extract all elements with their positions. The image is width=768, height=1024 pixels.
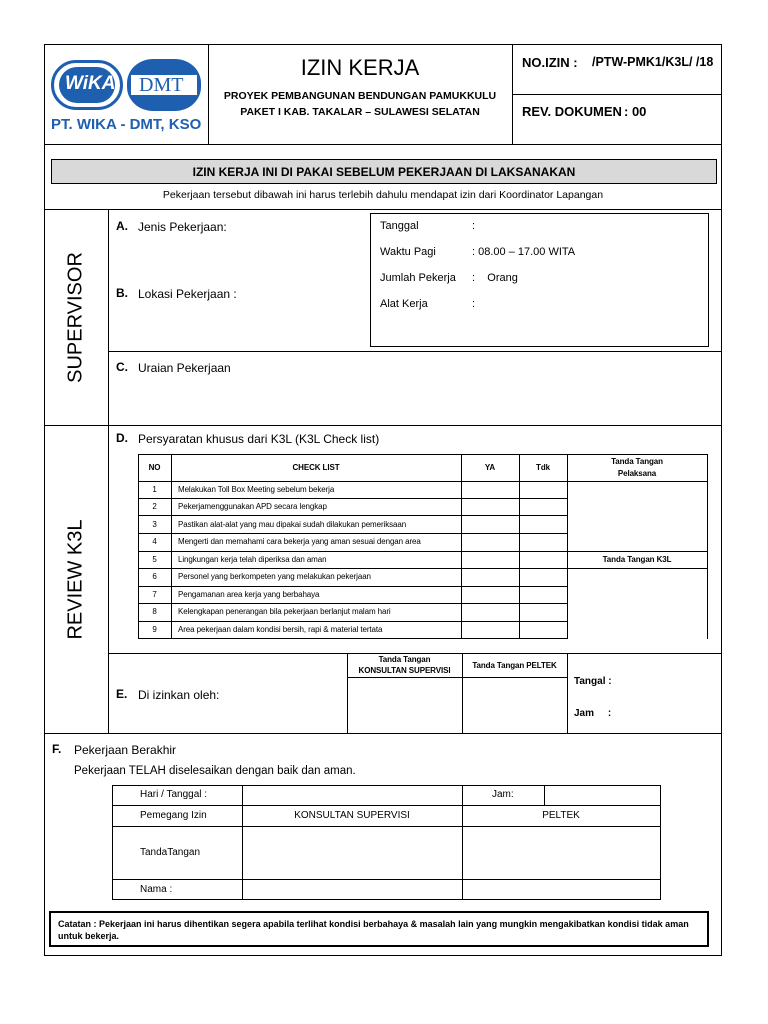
sig-k3l-label: Tanda Tangan K3L (602, 555, 672, 564)
waktu-value: : 08.00 – 17.00 WITA (472, 246, 576, 258)
rev-value: : 00 (624, 104, 647, 119)
tanggal-label: Tanggal (380, 220, 419, 232)
jumlah-pekerja-label: Jumlah Pekerja (380, 272, 456, 284)
notice-banner: IZIN KERJA INI DI PAKAI SEBELUM PEKERJAAN DI LAKSANAKAN (51, 159, 717, 184)
project-name: PROYEK PEMBANGUNAN BENDUNGAN PAMUKKULU (223, 90, 497, 102)
tangal-label: Tangal : (574, 676, 612, 687)
col-tdk: Tdk (536, 463, 550, 472)
wika-logo-text: WiKA (65, 73, 116, 94)
no-izin-label: NO.IZIN : (522, 55, 578, 70)
review-side-label: REVIEW K3L (64, 519, 87, 640)
alat-kerja-label: Alat Kerja (380, 298, 428, 310)
col-no: NO (148, 463, 161, 472)
jenis-pekerjaan-label: Jenis Pekerjaan: (138, 220, 227, 234)
closing-konsultan-label: KONSULTAN SUPERVISI (294, 810, 410, 821)
catatan-note-box (49, 911, 709, 947)
form-title: IZIN KERJA (300, 55, 420, 80)
pemegang-izin-label: Pemegang Izin (140, 810, 207, 821)
persyaratan-k3l-label: Persyaratan khusus dari K3L (K3L Check list) (138, 432, 380, 446)
nama-label: Nama : (140, 884, 173, 895)
notice-subtext: Pekerjaan tersebut dibawah ini harus terlebih dahulu mendapat izin dari Koordinator Lapangan (162, 189, 604, 201)
lokasi-pekerjaan-label: Lokasi Pekerjaan : (138, 287, 237, 301)
diizinkan-oleh-label: Di izinkan oleh: (138, 688, 220, 702)
work-info-box: Tanggal : Waktu Pagi : 08.00 – 17.00 WITA Jumlah Pekerja : Orang Alat Kerja : (370, 213, 709, 347)
pekerjaan-berakhir-label: Pekerjaan Berakhir (74, 743, 177, 757)
dmt-logo (127, 59, 201, 111)
hari-tanggal-label: Hari / Tanggal : (140, 789, 208, 800)
sig-peltek-label: Tanda Tangan PELTEK (472, 661, 557, 670)
col-ya: YA (484, 463, 496, 472)
rev-label: REV. DOKUMEN (522, 104, 622, 119)
dmt-logo-text: DMT (139, 74, 184, 96)
project-location: PAKET I KAB. TAKALAR – SULAWESI SELATAN (240, 106, 480, 118)
tanda-tangan-label: TandaTangan (140, 847, 201, 858)
closing-jam-label: Jam: (492, 789, 514, 800)
closing-peltek-label: PELTEK (542, 810, 580, 821)
no-izin-value: /PTW-PMK1/K3L/ /18 (592, 55, 714, 69)
company-name: PT. WIKA - DMT, KSO (51, 116, 202, 133)
col-checklist: CHECK LIST (292, 463, 340, 472)
completion-statement: Pekerjaan TELAH diselesaikan dengan baik dan aman. (74, 765, 356, 777)
wika-logo (51, 60, 123, 110)
jumlah-pekerja-value: : Orang (472, 272, 518, 284)
supervisor-side-label: SUPERVISOR (64, 252, 87, 383)
waktu-label: Waktu Pagi (380, 246, 436, 258)
uraian-pekerjaan-label: Uraian Pekerjaan (138, 361, 231, 375)
catatan-note: Catatan : Pekerjaan ini harus dihentikan segera apabila terlihat kondisi berbahaya & masalah lain yang mungkin mengakibatkan kondisi tidak aman untuk bekerja. (58, 919, 689, 941)
sig-konsultan-label: Tanda Tangan (378, 655, 431, 664)
col-sig-pelaksana: Tanda Tangan (611, 457, 663, 466)
jam-label: Jam : (574, 708, 612, 719)
